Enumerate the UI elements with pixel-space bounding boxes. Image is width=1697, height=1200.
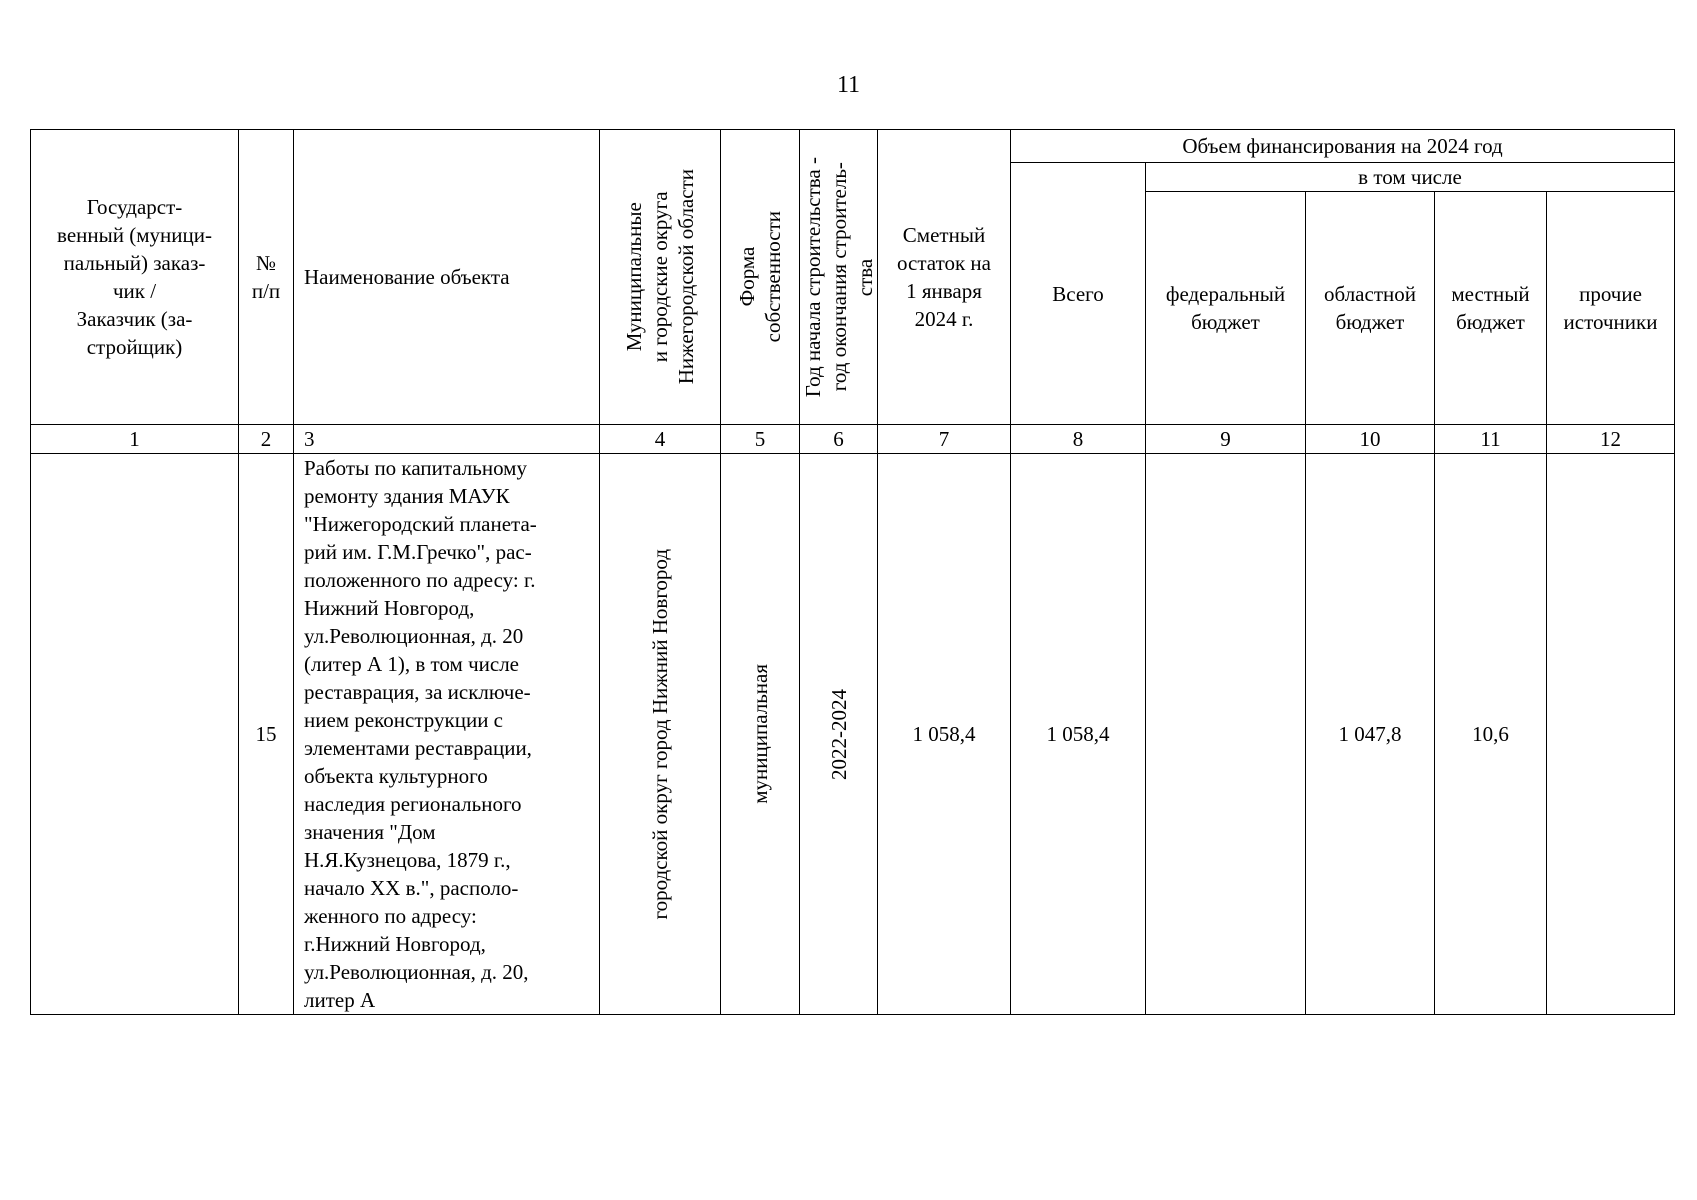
header-other — [1547, 192, 1675, 425]
column-number: 6 — [800, 425, 878, 454]
header-row-top — [31, 130, 1675, 163]
cell-number: 15 — [239, 454, 294, 1015]
cell-total: 1 058,4 — [1011, 454, 1146, 1015]
cell-years — [800, 454, 878, 1015]
header-other-label: прочие источники — [1563, 282, 1658, 334]
column-number: 9 — [1146, 425, 1306, 454]
cell-object-name — [294, 454, 600, 1015]
header-federal — [1146, 192, 1306, 425]
cell-other — [1547, 454, 1675, 1015]
column-number: 7 — [878, 425, 1011, 454]
cell-federal — [1146, 454, 1306, 1015]
cell-ownership — [721, 454, 800, 1015]
column-number: 1 — [31, 425, 239, 454]
header-customer — [31, 130, 239, 425]
cell-municipality — [600, 454, 721, 1015]
header-estimate — [878, 130, 1011, 425]
page-number: 11 — [836, 72, 861, 98]
column-number: 4 — [600, 425, 721, 454]
cell-regional: 1 047,8 — [1306, 454, 1435, 1015]
column-number: 3 — [294, 425, 600, 454]
column-number: 8 — [1011, 425, 1146, 454]
header-funding-group — [1011, 130, 1675, 163]
header-local — [1435, 192, 1547, 425]
object-name-text: Работы по капитальному ремонту здания МАУК "Нижегородский планета- рий им. Г.М.Гречко", рас- положенного по адресу: г. Нижний Новгород, ул.Революционная, д. 20 (литер А 1), в том числе реставрация, за исключе- нием реконструкции с элементами реставрации, объекта культурного наследия регионального значения "Дом Н.Я.Кузнецова, 1879 г., начало XX в.", располо- женного по адресу: г.Нижний Новгород, ул.Революционная, д. 20, литер А — [304, 456, 537, 1012]
cell-local: 10,6 — [1435, 454, 1547, 1015]
ownership-text: муниципальная — [748, 664, 772, 804]
header-municipalities — [600, 130, 721, 425]
cell-estimate: 1 058,4 — [878, 454, 1011, 1015]
header-total — [1011, 163, 1146, 425]
header-number — [239, 130, 294, 425]
column-number: 5 — [721, 425, 800, 454]
column-number: 2 — [239, 425, 294, 454]
header-including — [1146, 163, 1675, 192]
header-years-label: Год начала строительства - год окончания строитель- ства — [800, 156, 877, 398]
header-ownership-label: Форма собственности — [735, 211, 785, 343]
column-number: 12 — [1547, 425, 1675, 454]
header-funding-group-label: Объем финансирования на 2024 год — [1182, 134, 1503, 158]
header-customer-label: Государст- венный (муници- пальный) заказ- чик / Заказчик (за- стройщик) — [57, 195, 212, 359]
header-including-label: в том числе — [1358, 165, 1462, 189]
header-object-name-label: Наименование объекта — [304, 265, 510, 289]
header-years — [800, 130, 878, 425]
header-number-label: № п/п — [251, 251, 281, 303]
cell-customer — [31, 454, 239, 1015]
header-local-label: местный бюджет — [1451, 282, 1530, 334]
header-estimate-label: Сметный остаток на 1 января 2024 г. — [897, 223, 991, 331]
header-municipalities-label: Муниципальные и городские округа Нижегородской области — [622, 169, 698, 385]
header-regional-label: областной бюджет — [1324, 282, 1416, 334]
column-number: 10 — [1306, 425, 1435, 454]
header-federal-label: федеральный бюджет — [1165, 282, 1286, 334]
municipality-text: городской округ город Нижний Новгород — [648, 548, 672, 920]
column-number: 11 — [1435, 425, 1547, 454]
investment-program-table — [30, 129, 1675, 1015]
header-regional — [1306, 192, 1435, 425]
header-ownership — [721, 130, 800, 425]
column-number-row — [31, 425, 1675, 454]
header-total-label: Всего — [1052, 281, 1104, 306]
years-text: 2022-2024 — [826, 688, 851, 780]
table-row — [31, 454, 1675, 1015]
header-object-name — [294, 130, 600, 425]
